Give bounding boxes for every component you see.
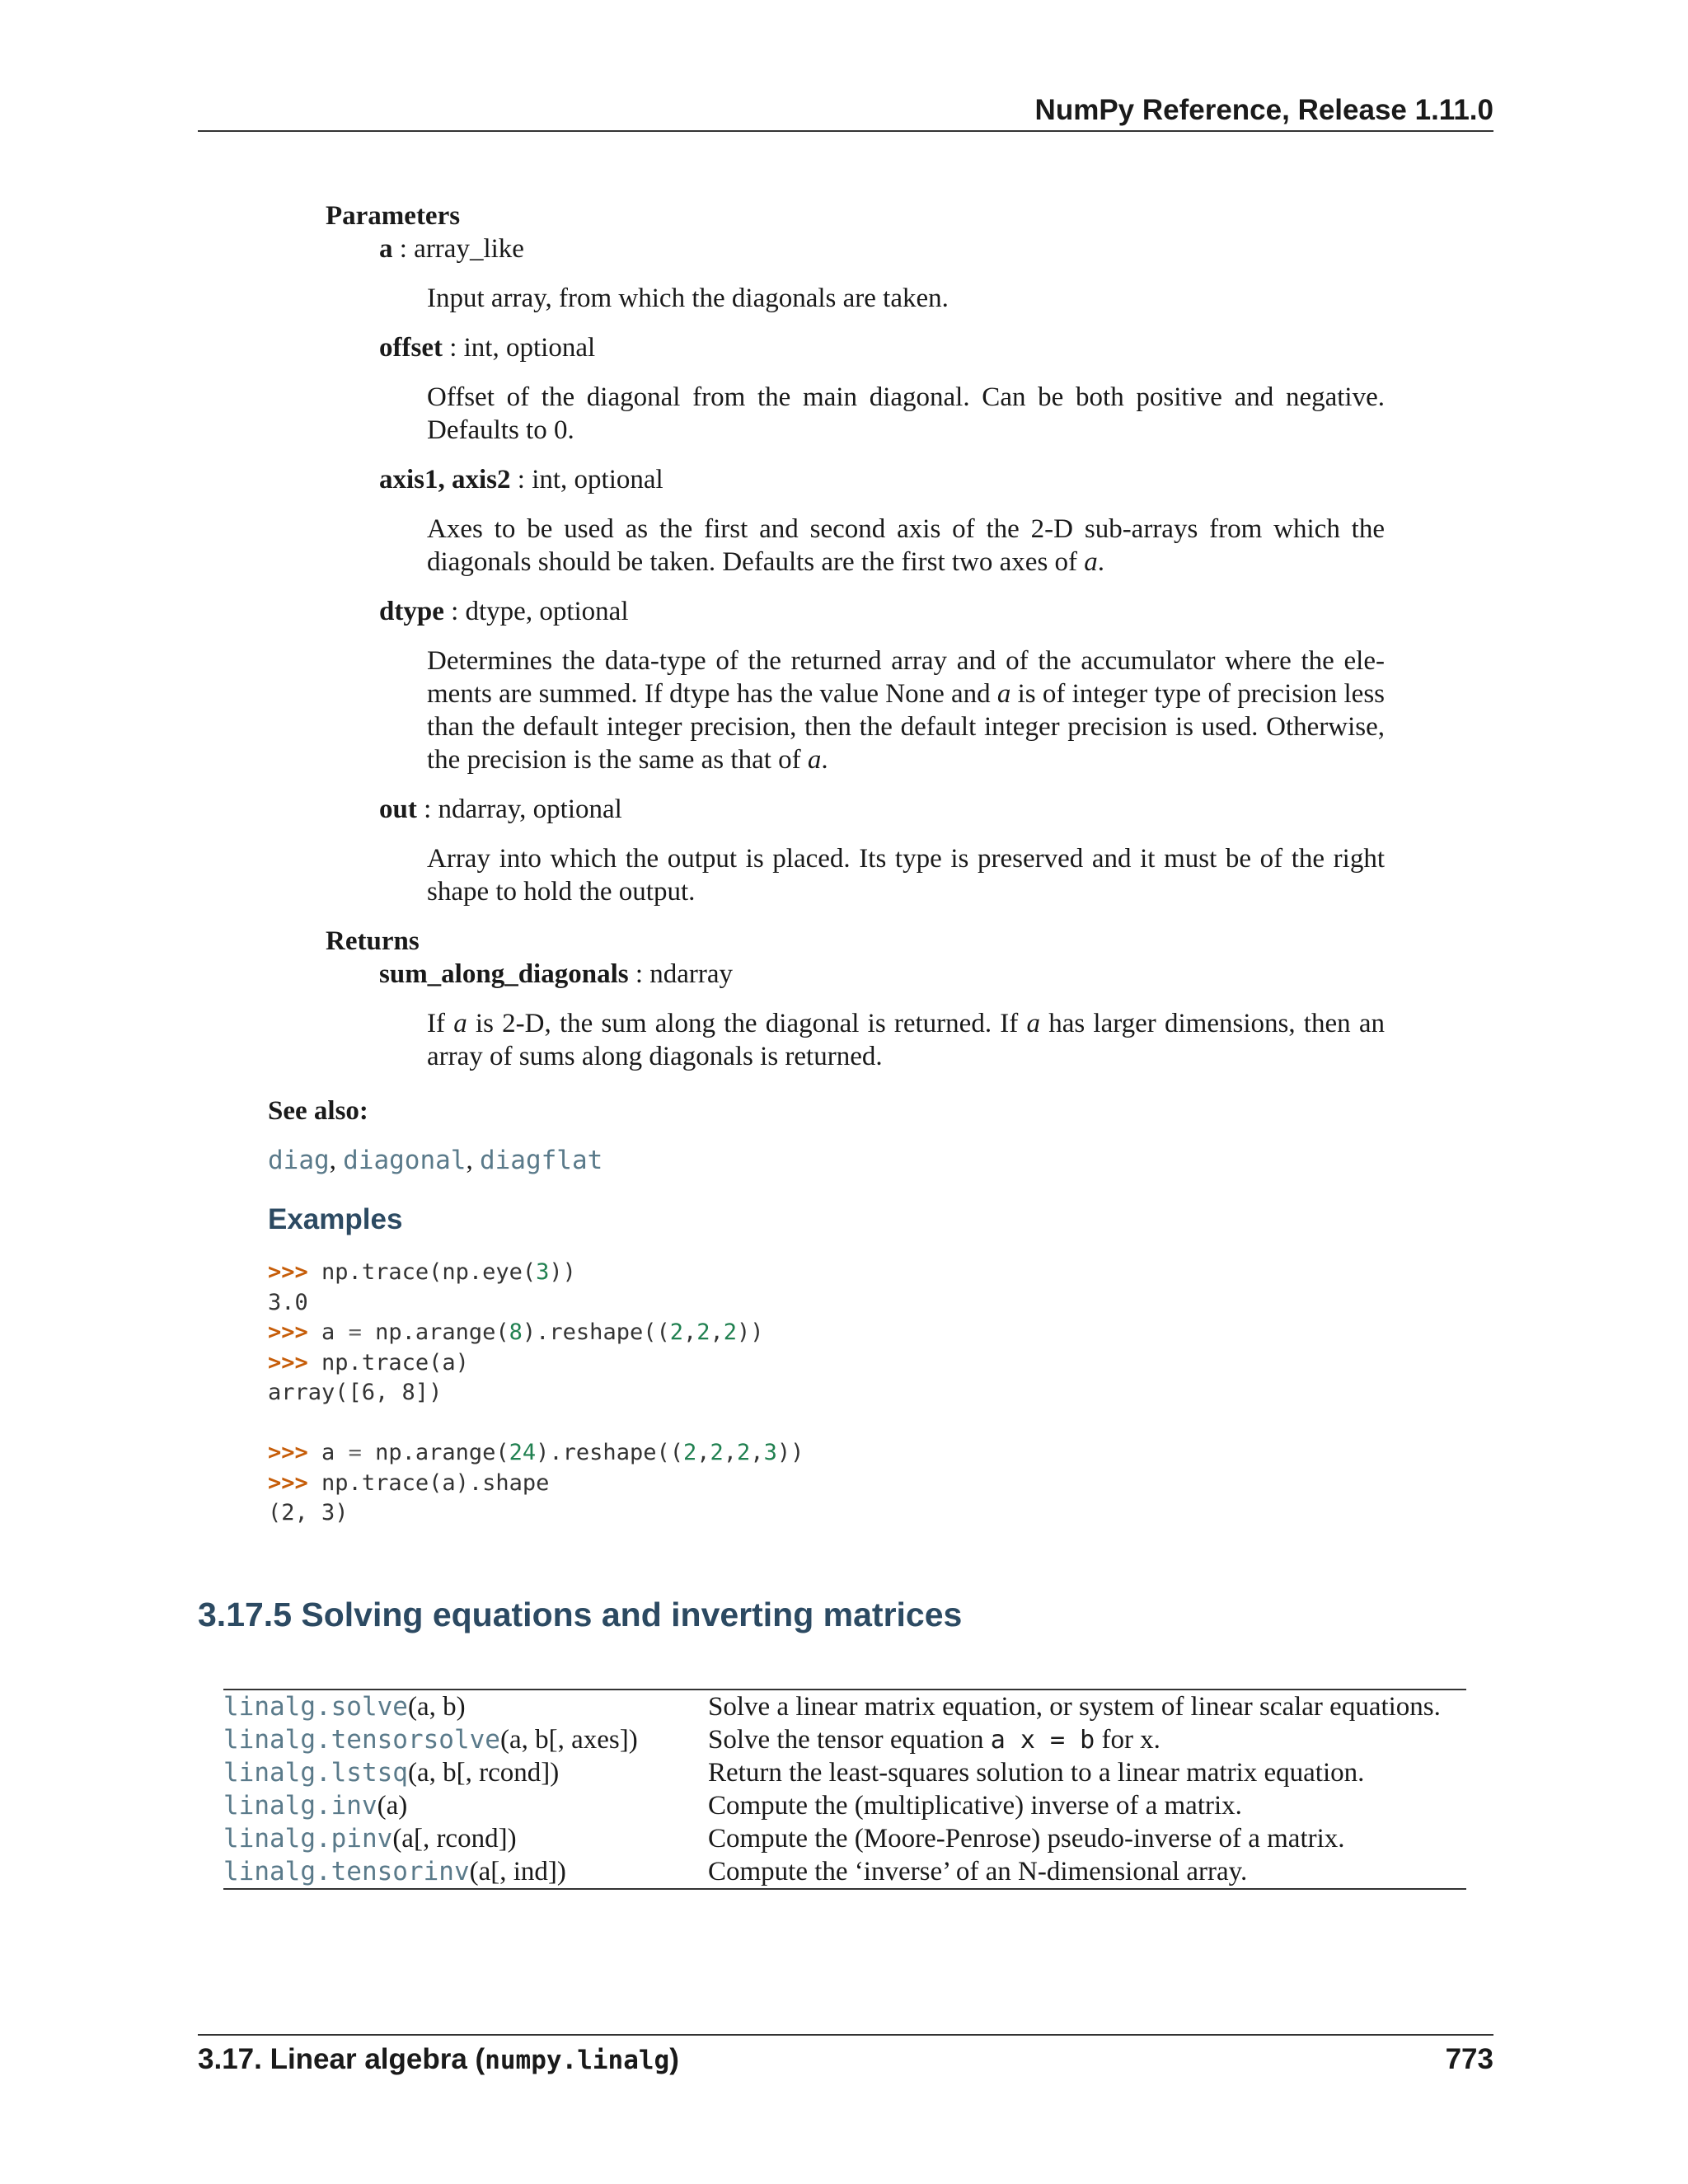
param-dtype-desc-l4-pre: the precision is the same as that of <box>427 745 808 775</box>
function-args: (a, b) <box>407 1692 466 1722</box>
see-also-sep-1: , <box>329 1146 344 1175</box>
see-also-link-diagflat[interactable]: diagflat <box>479 1146 603 1175</box>
param-a <box>379 232 524 265</box>
param-out <box>379 793 622 826</box>
param-dtype-desc-l1: Determines the data-type of the returned array and of the accumulator where the ele- <box>427 646 1385 676</box>
page-number: 773 <box>1445 2043 1493 2075</box>
param-offset <box>379 331 595 364</box>
table-row <box>223 1789 1466 1822</box>
code-output: array([6, 8]) <box>268 1380 443 1405</box>
code-text: ).reshape(( <box>536 1440 683 1465</box>
param-a-type: array_like <box>414 234 524 264</box>
param-out-desc <box>427 842 1385 908</box>
code-text: ).reshape(( <box>522 1319 670 1345</box>
parameters-label: Parameters <box>326 201 461 231</box>
param-axis-desc <box>427 513 1385 579</box>
param-a-sep: : <box>392 234 415 264</box>
code-output: (2, 3) <box>268 1500 349 1526</box>
header-rule <box>198 130 1493 132</box>
code-text: , <box>710 1319 724 1345</box>
code-prompt: >>> <box>268 1469 308 1496</box>
table-bottom-rule <box>223 1888 1466 1890</box>
code-text: np.trace(a).shape <box>321 1469 550 1496</box>
return-desc-l1 <box>427 1007 1385 1040</box>
code-text: a <box>321 1440 349 1465</box>
param-dtype-desc-l2-pre: ments are summed. If dtype has the value None and <box>427 679 997 709</box>
code-number: 8 <box>509 1319 523 1345</box>
desc-text: Solve the tensor equation <box>708 1725 991 1755</box>
code-number: 2 <box>669 1319 683 1345</box>
code-text: np.arange( <box>361 1440 509 1465</box>
see-also-link-diagonal[interactable]: diagonal <box>343 1146 467 1175</box>
code-prompt: >>> <box>268 1259 308 1285</box>
return-type: ndarray <box>649 959 734 989</box>
see-also-sep-2: , <box>466 1146 480 1175</box>
function-args: (a) <box>377 1791 408 1821</box>
function-args: (a[, ind]) <box>469 1857 566 1886</box>
function-args: (a[, rcond]) <box>392 1824 517 1854</box>
table-cell-function <box>223 1723 708 1756</box>
code-number: 24 <box>509 1440 537 1465</box>
return-desc-l1-em1: a <box>453 1009 467 1038</box>
code-text: , <box>696 1440 710 1465</box>
code-text: , <box>723 1440 738 1465</box>
code-number: 2 <box>737 1440 751 1465</box>
param-axis-desc-l2-em: a <box>1084 547 1098 577</box>
code-number: 3 <box>536 1259 550 1285</box>
desc-inline-code: a x = b <box>990 1726 1095 1755</box>
section-title: 3.17.5 Solving equations and inverting matrices <box>198 1596 963 1633</box>
code-operator: = <box>348 1440 362 1465</box>
code-text: np.trace(a) <box>321 1349 469 1376</box>
table-row <box>223 1690 1466 1723</box>
examples-title: Examples <box>268 1203 403 1235</box>
param-dtype-desc-l2 <box>427 677 1385 710</box>
code-example <box>268 1258 804 1529</box>
table-cell-description: Compute the (Moore-Penrose) pseudo-inverse of a matrix. <box>708 1824 1345 1854</box>
param-out-type: ndarray, optional <box>438 794 622 824</box>
code-prompt: >>> <box>268 1440 308 1465</box>
param-dtype-type: dtype, optional <box>465 597 629 626</box>
param-offset-name: offset <box>379 333 443 363</box>
return-sep: : <box>628 959 650 989</box>
table-cell-function <box>223 1822 708 1855</box>
footer-section-module: numpy.linalg <box>485 2046 670 2075</box>
param-dtype-name: dtype <box>379 597 444 626</box>
param-axis-sep: : <box>510 465 532 494</box>
table-cell-function <box>223 1855 708 1888</box>
function-link[interactable]: linalg.tensorsolve <box>223 1725 500 1755</box>
param-offset-desc <box>427 381 1385 447</box>
param-dtype-desc-l4-post: . <box>821 745 828 775</box>
footer-section <box>198 2041 679 2079</box>
code-number: 3 <box>763 1440 777 1465</box>
desc-text: for x. <box>1095 1725 1160 1755</box>
param-axis-name: axis1, axis2 <box>379 465 511 494</box>
param-axis <box>379 463 663 496</box>
param-dtype-sep: : <box>443 597 466 626</box>
function-link[interactable]: linalg.pinv <box>223 1824 393 1854</box>
code-text: a <box>321 1319 349 1345</box>
return-desc-l1-b: is 2-D, the sum along the diagonal is returned. If <box>467 1009 1027 1038</box>
param-dtype-desc-l2-post: is of integer type of precision less <box>1010 679 1386 709</box>
code-number: 2 <box>710 1440 724 1465</box>
code-text: )) <box>549 1259 576 1285</box>
table-cell-function <box>223 1789 708 1822</box>
running-header: NumPy Reference, Release 1.11.0 <box>1034 94 1493 126</box>
param-axis-desc-l2 <box>427 546 1385 579</box>
table-row <box>223 1822 1466 1855</box>
return-desc <box>427 1007 1385 1073</box>
return-desc-l1-em2: a <box>1026 1009 1040 1038</box>
param-out-desc-l1: Array into which the output is placed. Its type is preserved and it must be of the right <box>427 844 1385 874</box>
param-axis-desc-l2-post: . <box>1097 547 1105 577</box>
return-desc-l1-a: If <box>427 1009 454 1038</box>
return-value <box>379 958 733 991</box>
table-cell-description <box>708 1723 1466 1756</box>
code-text: np.arange( <box>361 1319 509 1345</box>
code-prompt: >>> <box>268 1319 308 1345</box>
code-prompt: >>> <box>268 1349 308 1376</box>
function-link[interactable]: linalg.tensorinv <box>223 1857 470 1886</box>
table-row <box>223 1855 1466 1888</box>
return-desc-l1-c: has larger dimensions, then an <box>1040 1009 1385 1038</box>
param-axis-desc-l1: Axes to be used as the first and second axis of the 2-D sub-arrays from which the <box>427 514 1385 544</box>
table-row <box>223 1756 1466 1789</box>
function-link[interactable]: linalg.inv <box>223 1791 377 1821</box>
param-dtype-desc <box>427 644 1385 776</box>
footer-section-text: 3.17. Linear algebra ( <box>198 2043 485 2075</box>
param-dtype-desc-l4 <box>427 743 1385 776</box>
param-a-name: a <box>379 234 393 264</box>
param-offset-desc-l2: Defaults to 0. <box>427 415 574 445</box>
table-cell-function <box>223 1756 708 1789</box>
return-desc-l2: array of sums along diagonals is returned. <box>427 1042 883 1071</box>
code-operator: = <box>348 1319 362 1345</box>
code-number: 2 <box>682 1440 697 1465</box>
function-link[interactable]: linalg.solve <box>223 1692 408 1722</box>
code-number: 2 <box>696 1319 710 1345</box>
function-link[interactable]: linalg.lstsq <box>223 1758 408 1788</box>
functions-table <box>223 1689 1466 1890</box>
see-also-link-diag[interactable]: diag <box>268 1146 330 1175</box>
footer-section-close: ) <box>669 2043 679 2075</box>
code-number: 2 <box>723 1319 738 1345</box>
param-dtype-desc-l2-em: a <box>996 679 1011 709</box>
footer-rule <box>198 2034 1493 2036</box>
table-cell-description: Compute the (multiplicative) inverse of a matrix. <box>708 1791 1242 1821</box>
code-text: , <box>682 1319 697 1345</box>
see-also-title: See also: <box>268 1096 368 1126</box>
returns-label: Returns <box>326 926 420 956</box>
table-cell-description: Return the least-squares solution to a linear matrix equation. <box>708 1758 1365 1788</box>
param-dtype <box>379 595 628 628</box>
table-cell-function <box>223 1690 708 1723</box>
function-args: (a, b[, axes]) <box>499 1725 638 1755</box>
param-offset-type: int, optional <box>463 333 596 363</box>
param-out-name: out <box>379 794 417 824</box>
table-cell-description: Compute the ‘inverse’ of an N-dimensional array. <box>708 1857 1248 1886</box>
code-text: )) <box>737 1319 764 1345</box>
param-offset-desc-l1: Offset of the diagonal from the main diagonal. Can be both positive and negative. <box>427 382 1385 412</box>
param-dtype-desc-l3: than the default integer precision, then the default integer precision is used. Otherwise, <box>427 712 1385 742</box>
code-output: 3.0 <box>268 1289 308 1315</box>
param-a-desc-text: Input array, from which the diagonals are taken. <box>427 284 949 313</box>
code-text: np.trace(np.eye( <box>321 1259 537 1285</box>
param-a-desc <box>427 282 1385 315</box>
return-name: sum_along_diagonals <box>379 959 629 989</box>
param-axis-type: int, optional <box>532 465 663 494</box>
param-offset-sep: : <box>442 333 464 363</box>
function-args: (a, b[, rcond]) <box>407 1758 560 1788</box>
code-text: )) <box>776 1440 804 1465</box>
param-out-desc-l2: shape to hold the output. <box>427 877 696 907</box>
table-row <box>223 1723 1466 1756</box>
see-also-links <box>268 1144 603 1177</box>
param-axis-desc-l2-pre: diagonals should be taken. Defaults are the first two axes of <box>427 547 1085 577</box>
table-cell-description: Solve a linear matrix equation, or system of linear scalar equations. <box>708 1692 1441 1722</box>
param-dtype-desc-l4-em: a <box>807 745 822 775</box>
param-out-sep: : <box>416 794 438 824</box>
code-text: , <box>750 1440 764 1465</box>
